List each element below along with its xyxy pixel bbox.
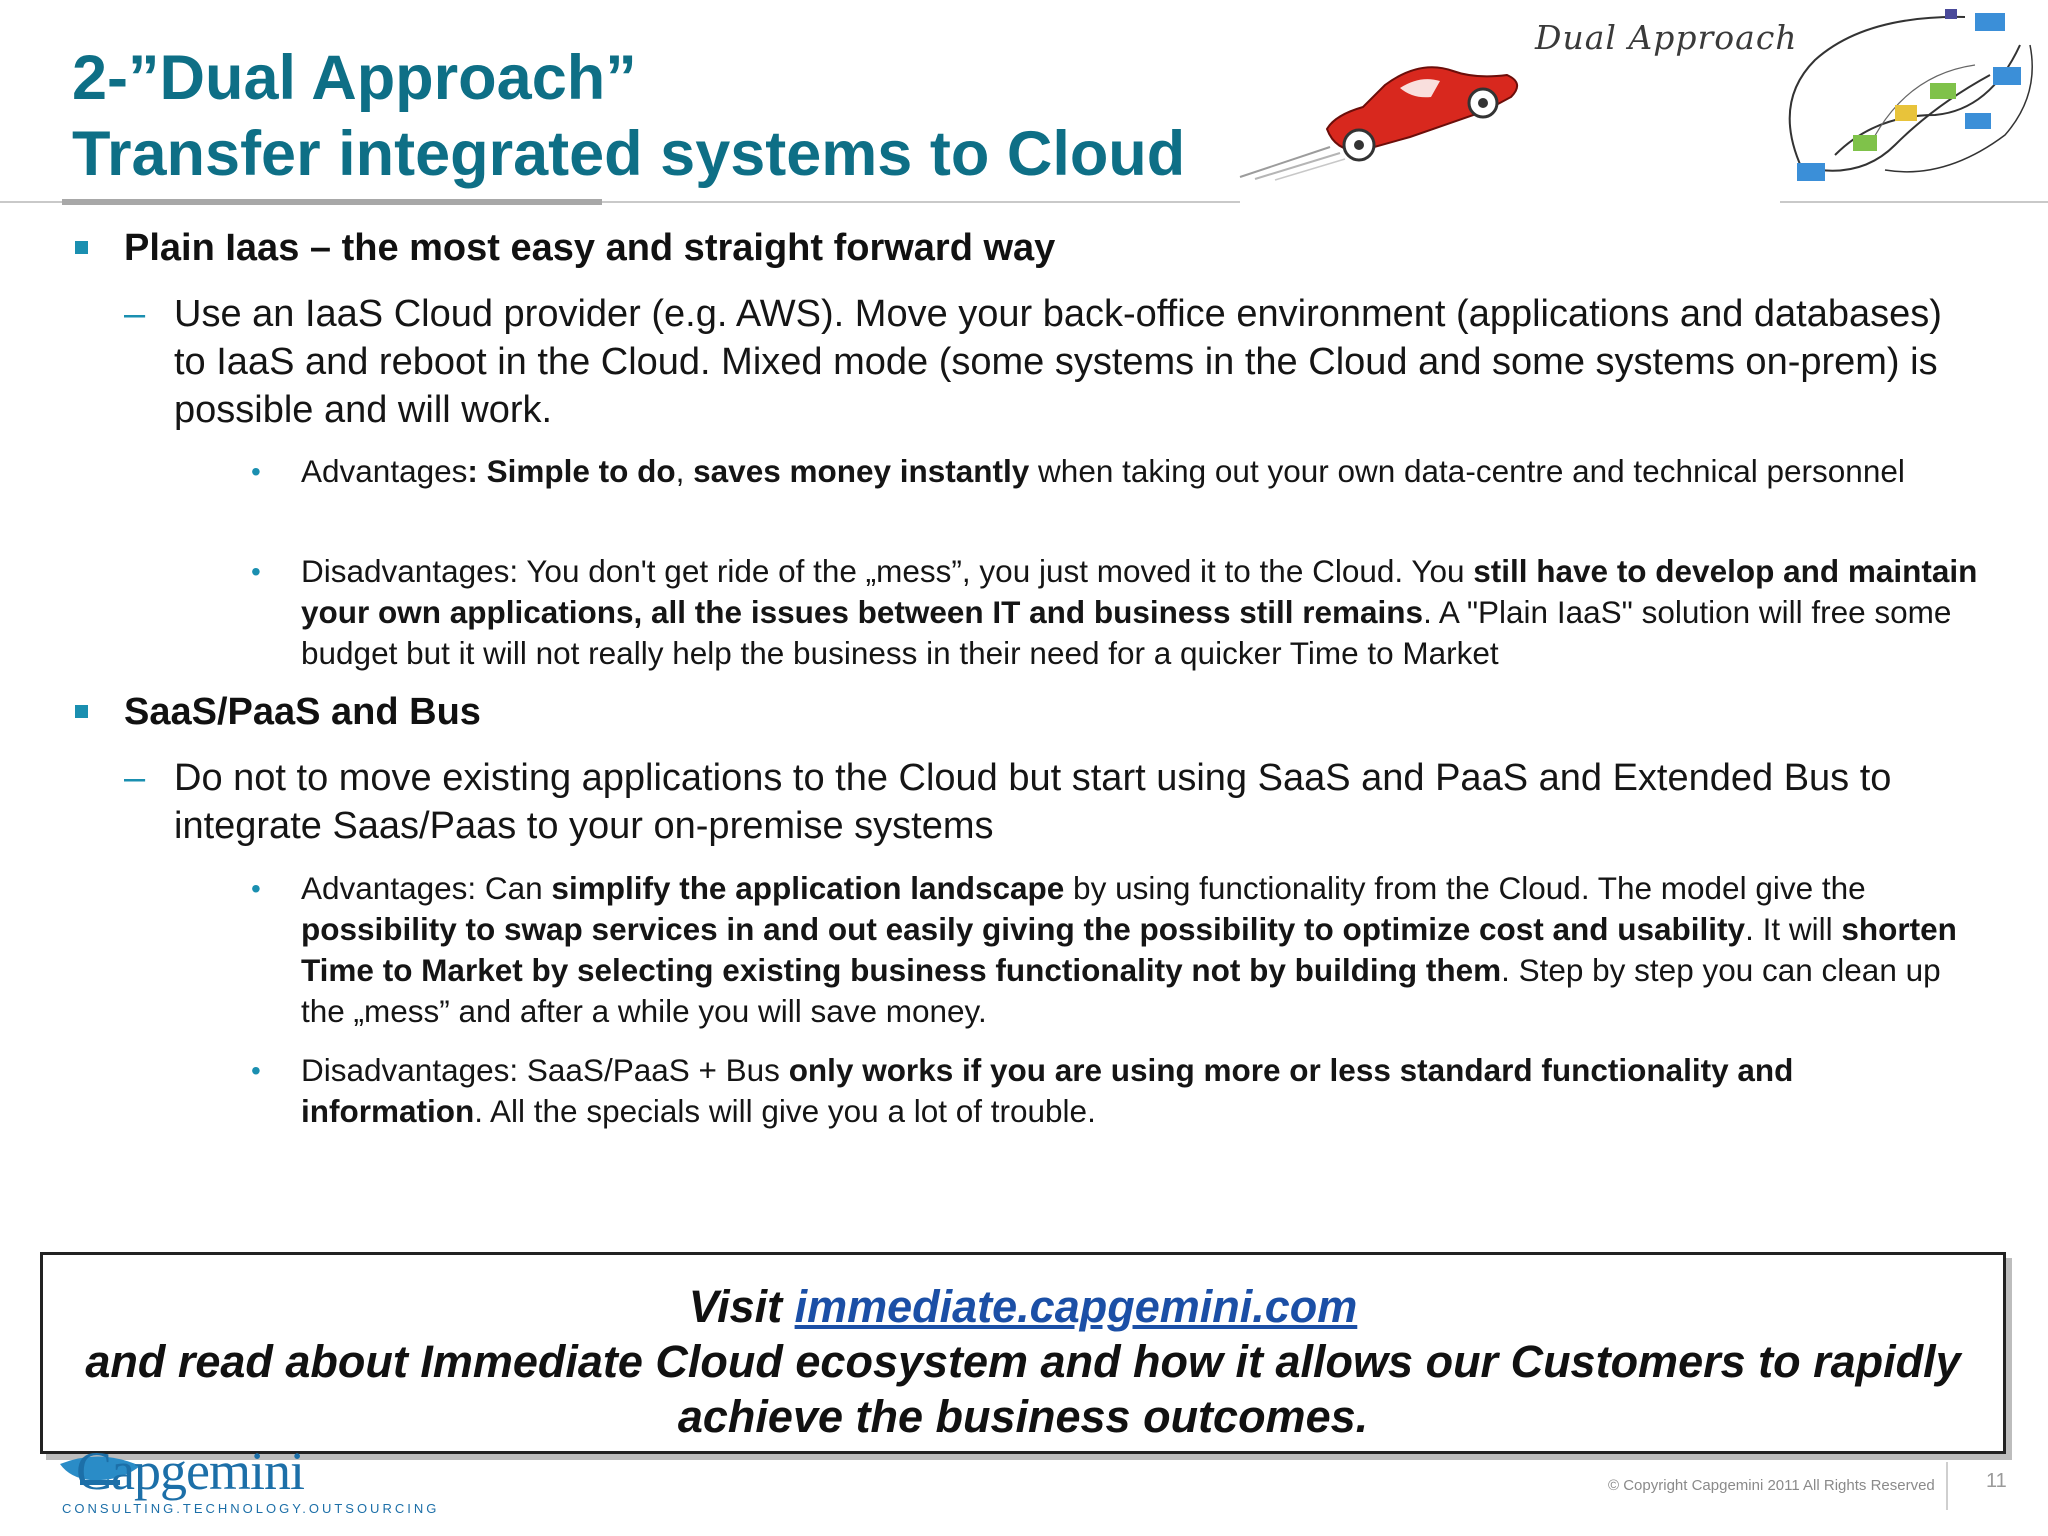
logo-wordmark: Capgemini bbox=[76, 1441, 304, 1501]
dot-bullet-icon: • bbox=[251, 1055, 261, 1086]
section-1-heading: Plain Iaas – the most easy and straight forward way bbox=[124, 227, 1056, 269]
title-line-1: 2-”Dual Approach” bbox=[72, 43, 637, 113]
page-title bbox=[72, 40, 1185, 192]
dot-bullet-icon: • bbox=[251, 556, 261, 587]
section-1-description: Use an IaaS Cloud provider (e.g. AWS). Move your back-office environment (applications and databases) to IaaS and reboot in the Cloud. Mixed mode (some systems in the Cloud and some systems on-prem) is possible and will work. bbox=[174, 293, 1942, 431]
copyright-text: © Copyright Capgemini 2011 All Rights Reserved bbox=[1608, 1477, 1935, 1494]
title-divider-accent bbox=[62, 199, 602, 205]
section-2-heading: SaaS/PaaS and Bus bbox=[124, 691, 481, 733]
dot-bullet-icon: • bbox=[251, 873, 261, 904]
callout-box bbox=[40, 1252, 2006, 1454]
title-line-2: Transfer integrated systems to Cloud bbox=[72, 119, 1186, 189]
dual-approach-label: Dual Approach bbox=[1535, 18, 1798, 57]
dash-bullet-icon: – bbox=[124, 757, 146, 799]
section-1-advantages: Advantages: Simple to do, saves money instantly when taking out your own data-centre and technical personnel bbox=[301, 453, 1905, 489]
section-2-description: Do not to move existing applications to the Cloud but start using SaaS and PaaS and Extended Bus to integrate Saas/Paas to your on-premise systems bbox=[174, 757, 1892, 847]
section-2-advantages: Advantages: Can simplify the application landscape by using functionality from the Cloud. The model give the possibility to swap services in and out easily giving the possibility to optimize cost and usability. It will shorten Time to Market by selecting existing business functionality not by building them. Step by step you can clean up the „mess” and after a while you will save money. bbox=[301, 870, 1957, 1029]
logo-tagline: CONSULTING.TECHNOLOGY.OUTSOURCING bbox=[62, 1501, 440, 1516]
page-number: 11 bbox=[1986, 1470, 2007, 1492]
section-1-disadvantages: Disadvantages: You don't get ride of the „mess”, you just moved it to the Cloud. You still have to develop and maintain your own applications, all the issues between IT and business still remains. A "Plain IaaS" solution will free some budget but it will not really help the business in their need for a quicker Time to Market bbox=[301, 553, 1978, 671]
car-icon bbox=[1235, 55, 1535, 185]
square-bullet-icon bbox=[75, 241, 88, 254]
footer-divider bbox=[1946, 1462, 1948, 1510]
section-2-disadvantages: Disadvantages: SaaS/PaaS + Bus only works if you are using more or less standard functionality and information. All the specials will give you a lot of trouble. bbox=[301, 1052, 1794, 1129]
dot-bullet-icon: • bbox=[251, 456, 261, 487]
callout-text: and read about Immediate Cloud ecosystem and how it allows our Customers to rapidly achieve the business outcomes. bbox=[85, 1336, 1961, 1442]
dash-bullet-icon: – bbox=[124, 293, 146, 335]
square-bullet-icon bbox=[75, 705, 88, 718]
immediate-link[interactable]: immediate.capgemini.com bbox=[794, 1281, 1358, 1332]
callout-visit-line: Visit immediate.capgemini.com bbox=[688, 1281, 1358, 1332]
roadmap-diagram bbox=[1775, 5, 2045, 205]
